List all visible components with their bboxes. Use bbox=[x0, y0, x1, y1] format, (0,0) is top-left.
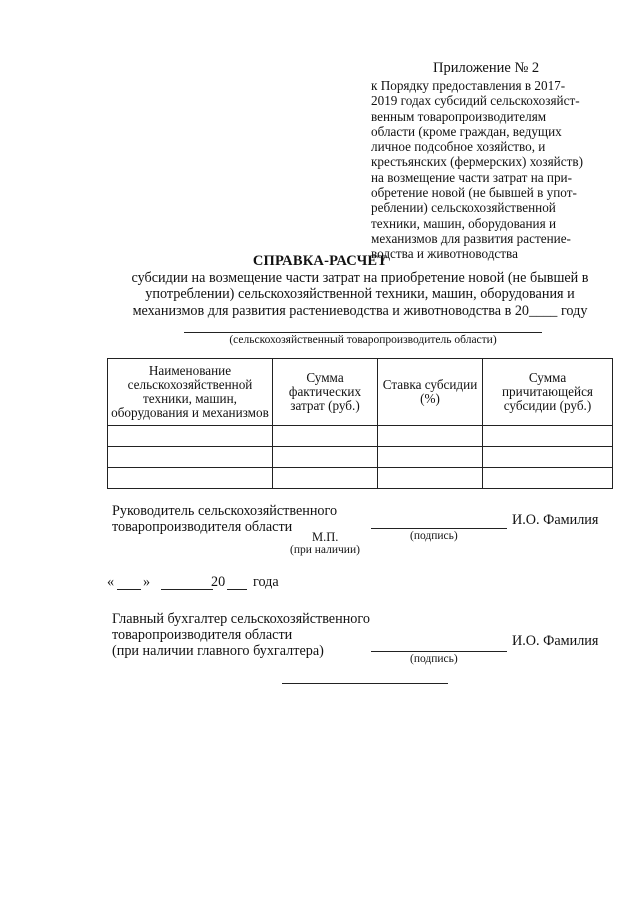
date-open-quote: « bbox=[107, 574, 115, 590]
header-subsidy-rate: Ставка субсидии (%) bbox=[378, 359, 483, 426]
appendix-line: обретение новой (не бывшей в упот- bbox=[371, 185, 577, 201]
accountant-role-line: (при наличии главного бухгалтера) bbox=[112, 643, 324, 659]
appendix-line: личное подсобное хозяйство, и bbox=[371, 139, 546, 155]
table-cell[interactable] bbox=[378, 426, 483, 447]
accountant-signature-field[interactable] bbox=[371, 651, 507, 652]
appendix-line: реблении) сельскохозяйственной bbox=[371, 200, 556, 216]
day-field[interactable] bbox=[117, 589, 141, 590]
accountant-signature-caption: (подпись) bbox=[410, 653, 458, 665]
head-name: И.О. Фамилия bbox=[512, 512, 599, 528]
table-cell[interactable] bbox=[108, 447, 273, 468]
table-row bbox=[108, 426, 613, 447]
table-cell[interactable] bbox=[108, 468, 273, 489]
header-equipment-name: Наименование сельскохозяйственной техники, машин, оборудования и механизмов bbox=[108, 359, 273, 426]
header-subsidy-amount: Сумма причитающейся субсидии (руб.) bbox=[483, 359, 613, 426]
appendix-line: техники, машин, оборудования и bbox=[371, 215, 557, 231]
calculation-table bbox=[107, 358, 613, 489]
appendix-line: области (кроме граждан, ведущих bbox=[371, 123, 562, 139]
date-close-quote: » bbox=[143, 574, 151, 590]
accountant-role-line: Главный бухгалтер сельскохозяйственного bbox=[112, 611, 370, 627]
appendix-line: водства и животноводства bbox=[371, 246, 518, 262]
appendix-line: механизмов для развития растение- bbox=[371, 230, 571, 246]
head-signature-field[interactable] bbox=[371, 528, 507, 529]
table-cell[interactable] bbox=[273, 468, 378, 489]
table-row bbox=[108, 468, 613, 489]
table-cell[interactable] bbox=[273, 447, 378, 468]
appendix-line: венным товаропроизводителям bbox=[371, 108, 547, 124]
table-cell[interactable] bbox=[378, 468, 483, 489]
appendix-line: на возмещение части затрат на при- bbox=[371, 169, 573, 185]
appendix-number: Приложение № 2 bbox=[433, 60, 540, 76]
table-cell[interactable] bbox=[483, 468, 613, 489]
table-row bbox=[108, 447, 613, 468]
table-cell[interactable] bbox=[378, 447, 483, 468]
closing-separator bbox=[282, 683, 448, 684]
subtitle-line: субсидии на возмещение части затрат на приобретение новой (не бывшей в bbox=[131, 270, 589, 286]
head-signature-caption: (подпись) bbox=[410, 530, 458, 542]
head-role-line: Руководитель сельскохозяйственного bbox=[112, 503, 338, 519]
table-cell[interactable] bbox=[483, 447, 613, 468]
table-cell[interactable] bbox=[483, 426, 613, 447]
head-role bbox=[112, 503, 337, 535]
appendix-line: к Порядку предоставления в 2017- bbox=[371, 78, 566, 93]
table-cell[interactable] bbox=[108, 426, 273, 447]
document-title: СПРАВКА-РАСЧЕТ bbox=[252, 253, 388, 269]
accountant-role bbox=[112, 611, 370, 659]
month-field[interactable] bbox=[161, 589, 213, 590]
accountant-role-line: товаропроизводителя области bbox=[112, 627, 293, 643]
date-line bbox=[107, 574, 297, 594]
date-century: 20 bbox=[211, 574, 226, 590]
document-subtitle bbox=[112, 270, 608, 319]
appendix-line: 2019 годах субсидий сельскохозяйст- bbox=[371, 93, 580, 109]
appendix-line: крестьянских (фермерских) хозяйств) bbox=[371, 154, 583, 170]
subtitle-line: употреблении) сельскохозяйственной техники, машин, оборудования и bbox=[145, 286, 575, 303]
stamp-note: (при наличии) bbox=[290, 544, 360, 556]
producer-name-field[interactable] bbox=[184, 332, 542, 333]
appendix-reference bbox=[371, 78, 605, 262]
producer-caption: (сельскохозяйственный товаропроизводитель области) bbox=[229, 334, 497, 346]
stamp-label: М.П. bbox=[312, 530, 339, 544]
header-actual-costs: Сумма фактических затрат (руб.) bbox=[273, 359, 378, 426]
table-header-row bbox=[108, 359, 613, 426]
head-role-line: товаропроизводителя области bbox=[112, 519, 293, 535]
accountant-name: И.О. Фамилия bbox=[512, 633, 599, 649]
subtitle-line: механизмов для развития растениеводства и животноводства в 20____ году bbox=[132, 302, 588, 319]
table-cell[interactable] bbox=[273, 426, 378, 447]
date-suffix: года bbox=[253, 574, 279, 590]
year-field[interactable] bbox=[227, 589, 247, 590]
